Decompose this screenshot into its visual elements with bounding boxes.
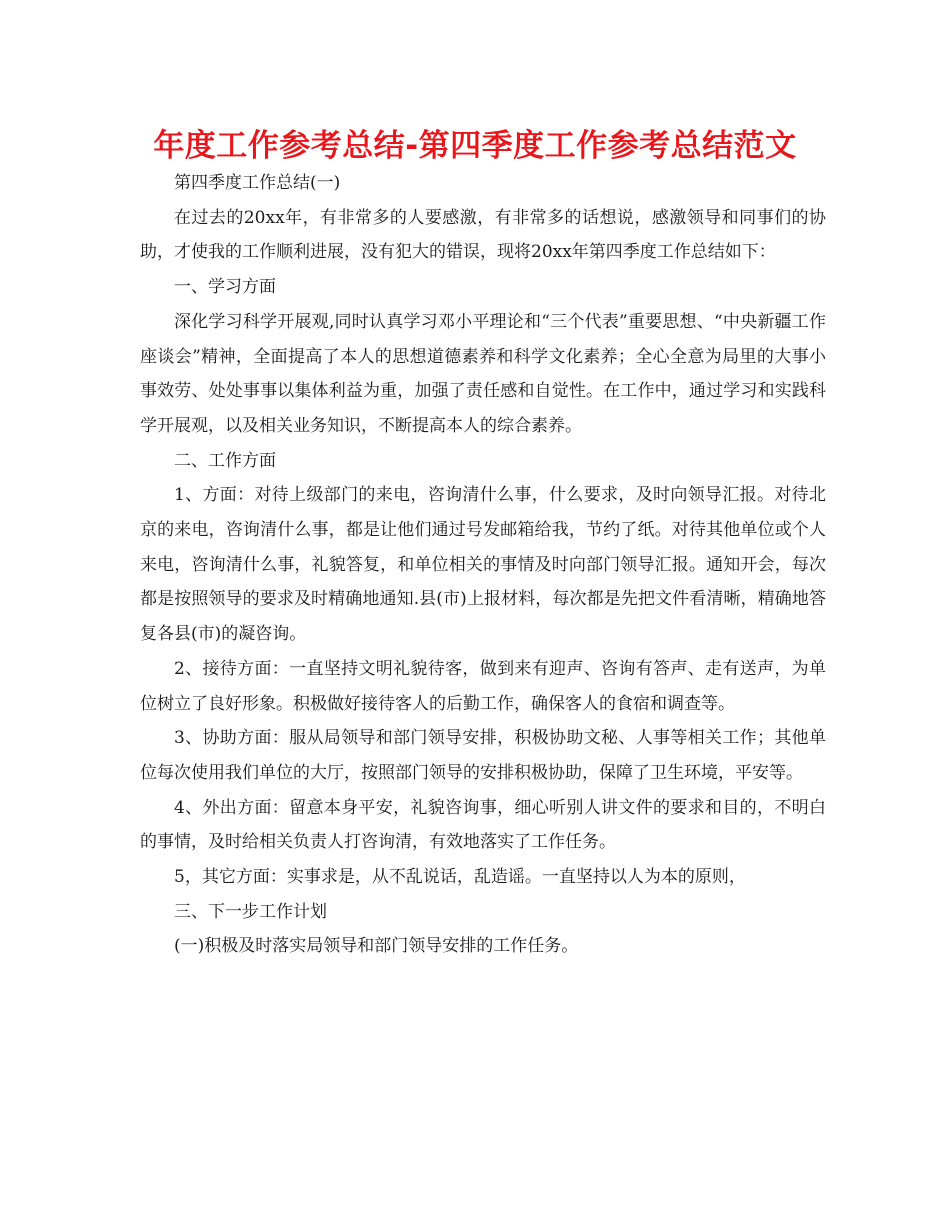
intro-paragraph: 在过去的20xx年，有非常多的人要感激，有非常多的话想说，感激领导和同事们的协助，才使我的工作顺利进展，没有犯大的错误，现将20xx年第四季度工作总结如下： — [140, 207, 826, 263]
section-heading-plan: 三、下一步工作计划 — [174, 901, 327, 922]
plan-item-1: (一)积极及时落实局领导和部门领导安排的工作任务。 — [174, 936, 579, 957]
work-item-2: 2、接待方面：一直坚持文明礼貌待客，做到来有迎声、咨询有答声、走有送声，为单位树立了良好形象。积极做好接待客人的后勤工作，确保客人的食宿和调查等。 — [140, 658, 826, 714]
work-item-1: 1、方面：对待上级部门的来电，咨询清什么事，什么要求，及时向领导汇报。对待北京的来电，咨询清什么事，都是让他们通过号发邮箱给我，节约了纸。对待其他单位或个人来电，咨询清什么事，礼貌答复，和单位相关的事情及时向部门领导汇报。通知开会，每次都是按照领导的要求及时精确地通知.县(市)上报材料，每次都是先把文件看清晰，精确地答复各县(市)的凝咨询。 — [140, 485, 826, 645]
work-item-3: 3、协助方面：服从局领导和部门领导安排，积极协助文秘、人事等相关工作；其他单位每次使用我们单位的大厅，按照部门领导的安排积极协助，保障了卫生环境，平安等。 — [140, 728, 826, 783]
section-subtitle: 第四季度工作总结(一) — [174, 173, 341, 193]
work-item-5: 5，其它方面：实事求是，从不乱说话，乱造谣。一直坚持以人为本的原则， — [174, 867, 746, 888]
work-item-4: 4、外出方面：留意本身平安，礼貌咨询事，细心听别人讲文件的要求和目的，不明白的事情，及时给相关负责人打咨询清，有效地落实了工作任务。 — [140, 797, 826, 853]
document-body — [140, 166, 826, 964]
section-heading-work: 二、工作方面 — [174, 450, 276, 471]
document-title: 年度工作参考总结-第四季度工作参考总结范文 — [153, 128, 797, 164]
section-heading-study: 一、学习方面 — [174, 277, 276, 298]
study-paragraph: 深化学习科学开展观,同时认真学习邓小平理论和“三个代表”重要思想、“中央新疆工作座谈会”精神，全面提高了本人的思想道德素养和科学文化素养；全心全意为局里的大事小事效劳、处处事事以集体利益为重，加强了责任感和自觉性。在工作中，通过学习和实践科学开展观，以及相关业务知识，不断提高本人的综合素养。 — [140, 311, 826, 436]
